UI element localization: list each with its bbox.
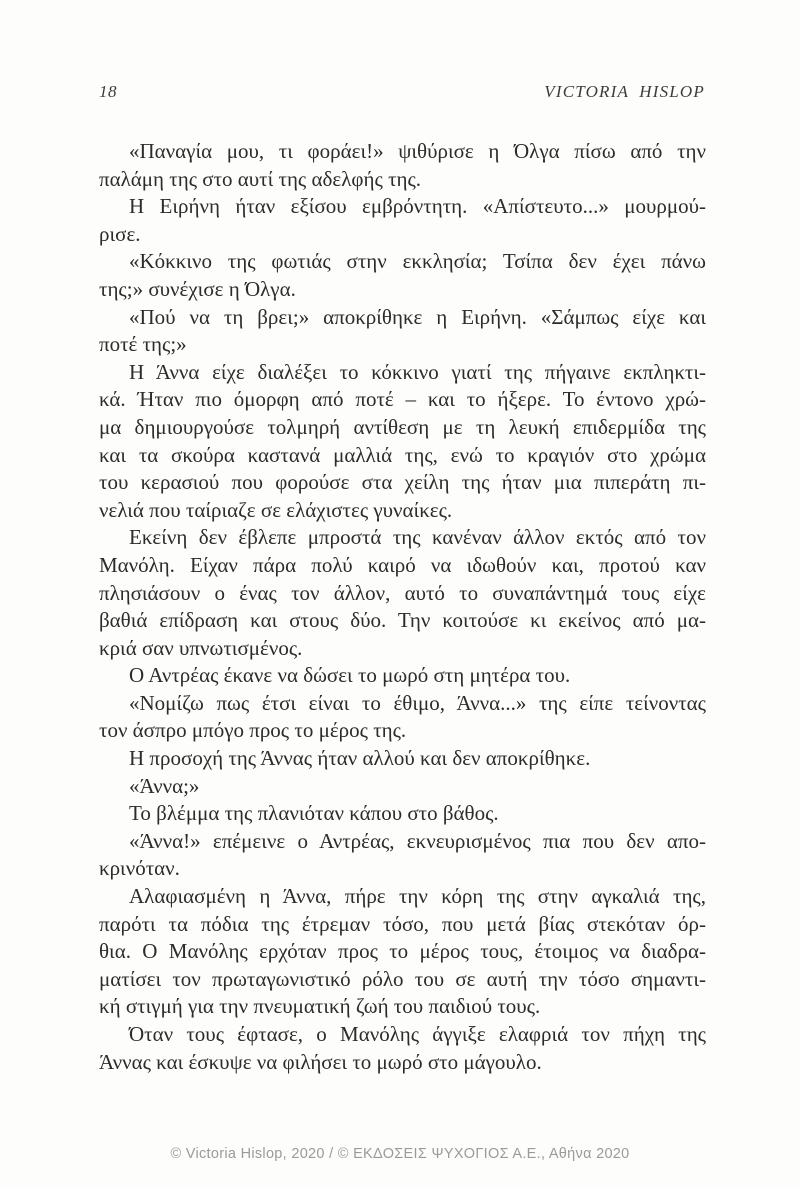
paragraph	[99, 662, 706, 690]
text-line: «Νομίζω πως έτσι είναι το έθιμο, Άννα...» της είπε τείνοντας	[129, 690, 706, 715]
text-line: ματίσει τον πρωταγωνιστικό ρόλο του σε αυτή την τόσο σημαντι-	[99, 966, 706, 991]
text-line: «Πού να τη βρει;» αποκρίθηκε η Ειρήνη. «Σάμπως είχε και	[129, 304, 706, 329]
text-line: Εκείνη δεν έβλεπε μπροστά της κανέναν άλλον εκτός από τον	[129, 525, 706, 550]
text-line: κή στιγμή για την πνευματική ζωή του παιδιού τους.	[99, 994, 541, 1019]
paragraph	[99, 883, 706, 1021]
text-line: τον άσπρο μπόγο προς το μέρος της.	[99, 718, 407, 743]
text-line: Όταν τους έφτασε, ο Μανόλης άγγιξε ελαφριά τον πήχη της	[129, 1022, 706, 1046]
paragraph	[99, 1021, 706, 1076]
text-line: Αλαφιασμένη η Άννα, πήρε την κόρη της στην αγκαλιά της,	[129, 884, 706, 909]
text-line: κριά σαν υπνωτισμένος.	[99, 635, 303, 660]
text-line: Το βλέμμα της πλανιόταν κάπου στο βάθος.	[129, 801, 499, 826]
running-header	[99, 82, 705, 102]
text-line: και τα σκούρα καστανά μαλλιά της, ενώ το κραγιόν στο χρώμα	[99, 442, 706, 467]
paragraph	[99, 248, 706, 303]
text-line: της;» συνέχισε η Όλγα.	[99, 276, 296, 301]
paragraph	[99, 138, 706, 193]
text-line: Η προσοχή της Άννας ήταν αλλού και δεν αποκρίθηκε.	[129, 746, 591, 771]
paragraph	[99, 304, 706, 359]
paragraph	[99, 828, 706, 883]
text-line: θια. Ο Μανόλης ερχόταν προς το μέρος τους, έτοιμος να διαδρα-	[99, 939, 706, 964]
paragraph	[99, 745, 706, 773]
text-line: «Άννα!» επέμεινε ο Αντρέας, εκνευρισμένος πια που δεν απο-	[129, 828, 706, 853]
copyright-line: © Victoria Hislop, 2020 / © ΕΚΔΟΣΕΙΣ ΨΥΧΟΓΙΟΣ Α.Ε., Αθήνα 2020	[170, 1146, 630, 1162]
paragraph	[99, 359, 706, 525]
text-line: ρισε.	[99, 221, 141, 246]
text-line: κρινόταν.	[99, 856, 180, 881]
page-number: 18	[99, 82, 117, 101]
text-line: Η Ειρήνη ήταν εξίσου εμβρόντητη. «Απίστευτο...» μουρμού-	[129, 194, 706, 219]
paragraph	[99, 800, 706, 828]
text-line: βαθιά επίδραση και στους δύο. Την κοιτούσε κι εκείνος από μα-	[99, 608, 706, 633]
text-line: Άννας και έσκυψε να φιλήσει το μωρό στο μάγουλο.	[99, 1049, 542, 1074]
paragraph	[99, 193, 706, 248]
text-line: νελιά που ταίριαζε σε ελάχιστες γυναίκες.	[99, 497, 453, 522]
text-line: «Παναγία μου, τι φοράει!» ψιθύρισε η Όλγα πίσω από την	[129, 139, 706, 163]
text-line: «Κόκκινο της φωτιάς στην εκκλησία; Τσίπα δεν έχει πάνω	[129, 249, 706, 274]
running-title: VICTORIA HISLOP	[544, 82, 705, 101]
text-line: Ο Αντρέας έκανε να δώσει το μωρό στη μητέρα του.	[129, 663, 571, 688]
paragraph	[99, 773, 706, 801]
text-line: του κερασιού που φορούσε στα χείλη της ήταν μια πιπεράτη πι-	[99, 470, 706, 495]
page-body	[99, 138, 706, 1076]
text-line: Η Άννα είχε διαλέξει το κόκκινο γιατί της πήγαινε εκπληκτι-	[129, 359, 706, 384]
paragraph	[99, 524, 706, 662]
text-line: μα δημιουργούσε τολμηρή αντίθεση με τη λευκή επιδερμίδα της	[99, 414, 706, 439]
text-line: κά. Ήταν πιο όμορφη από ποτέ – και το ήξερε. Το έντονο χρώ-	[99, 387, 706, 412]
text-line: Μανόλη. Είχαν πάρα πολύ καιρό να ιδωθούν και, προτού καν	[99, 552, 706, 577]
text-line: παλάμη της στο αυτί της αδελφής της.	[99, 166, 422, 191]
page-footer	[0, 1146, 800, 1162]
text-line: παρότι τα πόδια της έτρεμαν τόσο, που μετά βίας στεκόταν όρ-	[99, 911, 706, 936]
text-line: πλησιάσουν ο ένας τον άλλον, αυτό το συναπάντημά τους είχε	[99, 580, 706, 605]
text-line: «Άννα;»	[129, 773, 200, 798]
text-line: ποτέ της;»	[99, 332, 187, 357]
paragraph	[99, 690, 706, 745]
